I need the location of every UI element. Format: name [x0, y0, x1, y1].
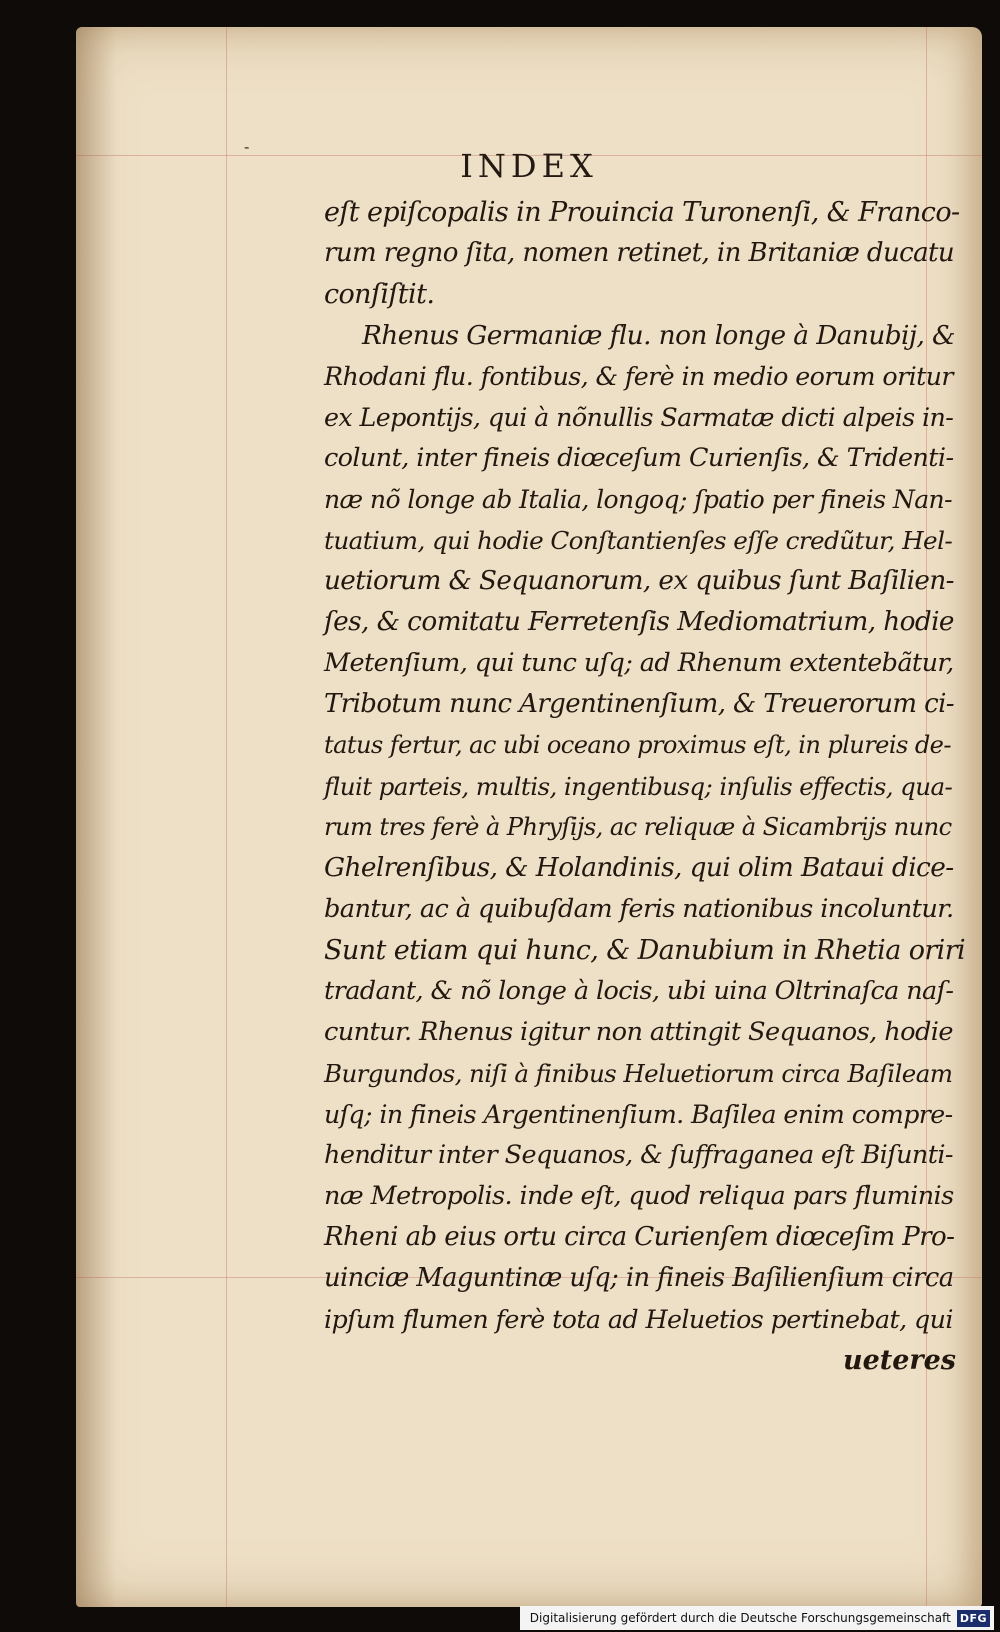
margin-mark: - — [244, 137, 250, 156]
footer-text: Digitalisierung gefördert durch die Deutsche Forschungsgemeinschaft — [529, 1611, 951, 1625]
text-line: conſiſtit. — [324, 279, 435, 310]
text-line: uinciæ Maguntinæ uſq; in fineis Baſilienſium circa — [324, 1263, 954, 1293]
text-line: Burgundos, niſi à finibus Heluetiorum circa Baſileam — [324, 1059, 953, 1088]
text-line: colunt, inter fineis diœceſum Curienſis, & Tridenti- — [324, 443, 954, 473]
text-line: rum tres ferè à Phryſijs, ac reliquæ à Sicambrijs nunc — [324, 813, 952, 841]
dfg-logo: DFG — [957, 1610, 990, 1627]
text-line: ex Lepontijs, qui à nõnullis Sarmatæ dicti alpeis in- — [324, 402, 954, 432]
text-line: næ nõ longe ab Italia, longoq; ſpatio per fineis Nan- — [324, 485, 952, 514]
running-header: INDEX — [460, 147, 598, 185]
text-block — [324, 192, 968, 1381]
text-line: uſq; in fineis Argentinenſium. Baſilea enim compre- — [324, 1100, 953, 1129]
text-line: ipſum flumen ferè tota ad Heluetios pertinebat, qui — [324, 1304, 953, 1334]
text-line: henditur inter Sequanos, & ſuffraganea eſt Biſunti- — [324, 1140, 953, 1170]
text-line: tatus fertur, ac ubi oceano proximus eſt, in plureis de- — [324, 731, 951, 759]
text-line: Rhenus Germaniæ flu. non longe à Danubij, & — [362, 320, 955, 351]
text-line: cuntur. Rhenus igitur non attingit Sequanos, hodie — [324, 1017, 953, 1047]
book-page — [76, 27, 982, 1607]
text-line: rum regno ſita, nomen retinet, in Britaniæ ducatu — [324, 238, 955, 268]
text-line: Tribotum nunc Argentinenſium, & Treuerorum ci- — [324, 689, 954, 719]
text-line: tradant, & nõ longe à locis, ubi uina Oltrinaſca naſ- — [324, 976, 954, 1006]
text-line: Rheni ab eius ortu circa Curienſem diœceſim Pro- — [324, 1222, 955, 1252]
text-line: fluit parteis, multis, ingentibusq; inſulis effectis, qua- — [324, 772, 953, 801]
text-line: uetiorum & Sequanorum, ex quibus ſunt Baſilien- — [324, 566, 954, 596]
digitization-footer — [520, 1606, 994, 1630]
text-line: eſt epiſcopalis in Prouincia Turonenſi, & Franco- — [324, 197, 960, 228]
text-line: Ghelrenſibus, & Holandinis, qui olim Bataui dice- — [324, 853, 954, 883]
ruling-line-left — [226, 27, 227, 1607]
text-line: tuatium, qui hodie Conſtantienſes eſſe credũtur, Hel- — [324, 526, 953, 555]
text-line: Sunt etiam qui hunc, & Danubium in Rhetia oriri — [324, 935, 966, 966]
text-line: Metenſium, qui tunc uſq; ad Rhenum extentebãtur, — [324, 648, 954, 678]
text-line: ſes, & comitatu Ferretenſis Mediomatrium, hodie — [324, 607, 954, 637]
catchword: ueteres — [842, 1345, 956, 1376]
text-line: næ Metropolis. inde eſt, quod reliqua pars fluminis — [324, 1181, 954, 1211]
text-line: Rhodani flu. fontibus, & ferè in medio eorum oritur — [324, 361, 953, 391]
text-line: bantur, ac à quibuſdam feris nationibus incoluntur. — [324, 894, 954, 924]
